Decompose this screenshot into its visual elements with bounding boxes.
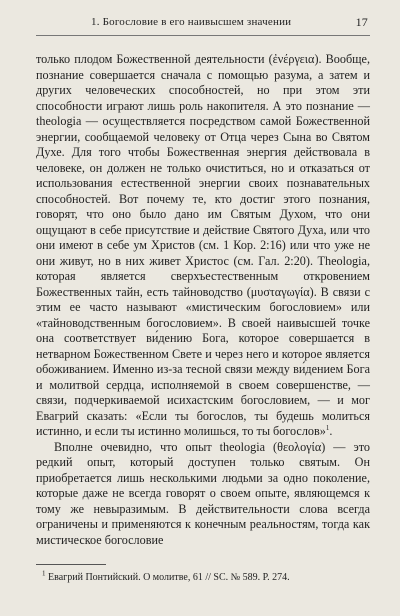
body-text: [36, 52, 370, 548]
footnote-number: 1: [42, 569, 46, 578]
paragraph-text: только плодом Божественной деятельности (ἐνέργεια). Вообще, познание совершается сначала с помощью разума, а затем и других человеческих способностей, но при этом эти способности играют лишь роль накопителя. А это познание — theologia — осуществляется посредством самой Божественной энергии, сообщаемой человеку от Отца через Сына во Святом Духе. Для того чтобы Божественная энергия действовала в человеке, он должен не только очиститься, но и отказаться от использования естественной энергии своих познавательных способностей. Вот почему те, кто достиг этого познания, говорят, что оно было дано им Святым Духом, что они ощущают в себе присутствие и действие Святого Духа, или что они имеют в себе ум Христов (см. 1 Кор. 2:16) или что уже не они живут, но в них живет Христос (см. Гал. 2:20). Theologia, которая является сверхъестественным откровением Божественных тайн, есть тайноводство (μυσταγωγία). В связи с этим ее часто называют «мистическим богословием» или «тайноводственным богословием». В своей наивысшей точке она соответствует ви́дению Бога, которое совершается в нетварном Божественном Свете и через него и которое является обоживанием. Именно из-за тесной связи между ви́дением Бога и молитвой сердца, исполняемой в своем совершенстве, — связи, подчеркиваемой исихастским богословием, — и мог Евагрий сказать: «Если ты богослов, ты будешь молиться истинно, и если ты истинно молишься, то ты богослов»: [36, 52, 370, 438]
footnote-text: Евагрий Понтийский. О молитве, 61 // SC. № 589. P. 274.: [48, 572, 290, 583]
footnote-rule: [36, 564, 106, 565]
footnote: [36, 571, 370, 584]
paragraph: [36, 440, 370, 549]
paragraph: только плодом Божественной деятельности (ἐνέργεια). Вообще, познание совершается сначала с помощью разума, а затем и других человеческих способностей, но при этом эти способности играют лишь роль накопителя. А это познание — theologia — осуществляется посредством самой Божественной энергии, сообщаемой человеку от Отца через Сына во Святом Духе. Для того чтобы Божественная энергия действовала в человеке, он должен не только очиститься, но и отказаться от использования естественной энергии своих познавательных способностей. Вот почему те, кто достиг этого познания, говорят, что оно было дано им Святым Духом, что они ощущают в себе присутствие и действие Святого Духа, или что они имеют в себе ум Христов (см. 1 Кор. 2:16) или что уже не они живут, но в них живет Христос (см. Гал. 2:20). Theologia, которая является сверхъестественным откровением Божественных тайн, есть тайноводство (μυσταγωγία). В связи с этим ее часто называют «мистическим богословием» или «тайноводственным богословием». В своей наивысшей точке она соответствует ви́дению Бога, которое совершается в нетварном Божественном Свете и через него и которое является обоживанием. Именно из-за тесной связи между ви́дением Бога и молитвой сердца, исполняемой в своем совершенстве, — связи, подчеркиваемой исихастским богословием, — и мог Евагрий сказать: «Если ты богослов, ты будешь молиться истинно, и если ты истинно молишься, то ты богослов»$^1$.: [36, 52, 370, 438]
paragraph-text: Вполне очевидно, что опыт theologia (θεολογία) — это редкий опыт, который доступен только святым. Он приобретается лишь несколькими людьми за одно поколение, которые даже не всегда говорят о своем опыте, являющемся к тому же невыразимым. В действительности слова всегда ограничены и применяются к конечным реальностям, тогда как мистическое богословие: [36, 439, 370, 547]
running-head: [36, 15, 370, 36]
chapter-title: 1. Богословие в его наивысшем значении: [91, 16, 292, 28]
footnote-ref: 1: [325, 423, 330, 432]
page-number: 17: [355, 15, 368, 29]
